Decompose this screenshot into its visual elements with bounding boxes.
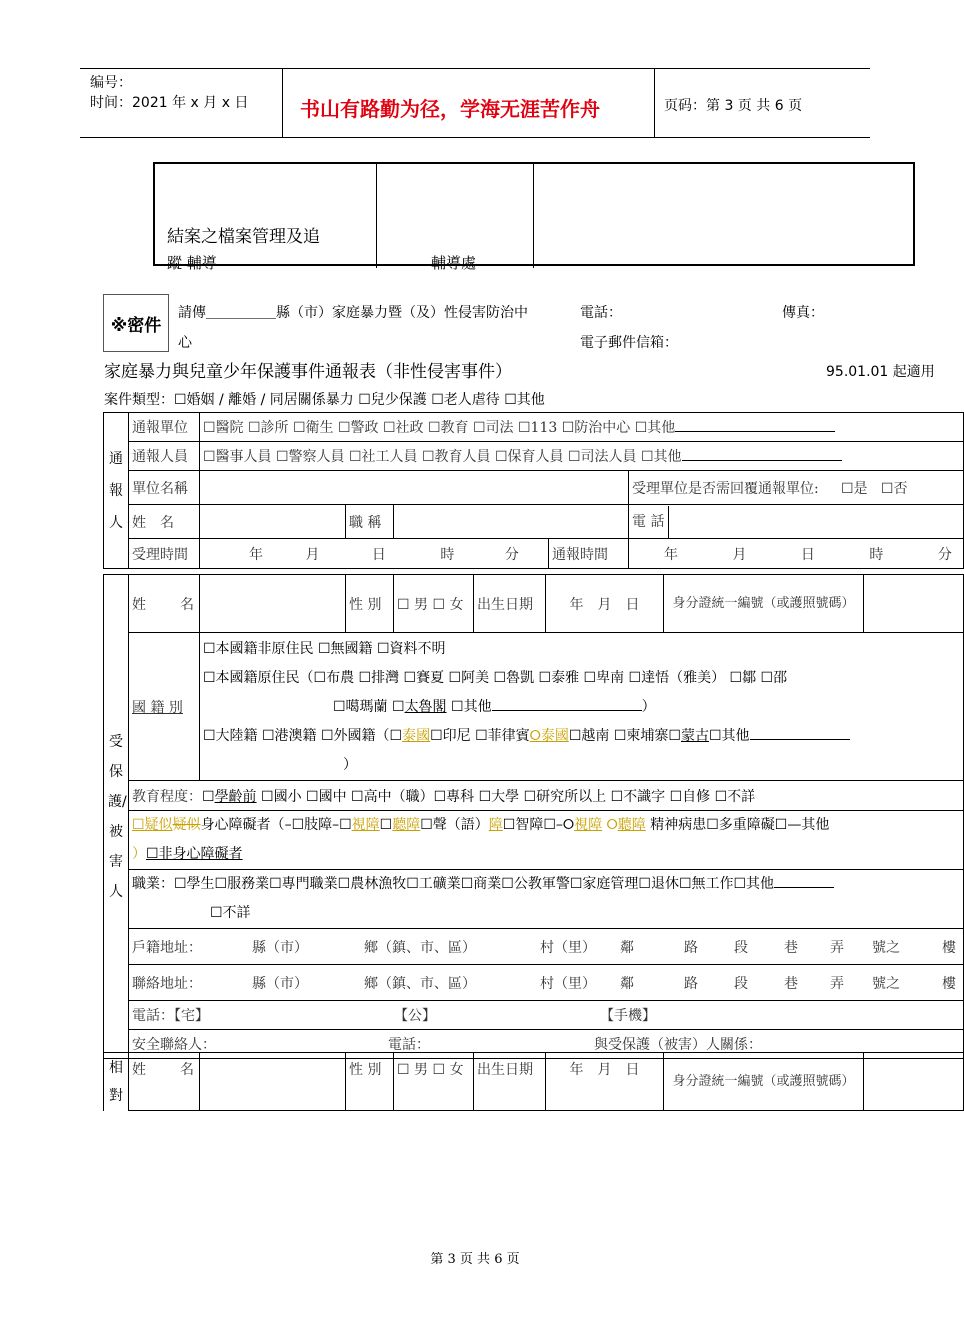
case-type: 案件類型：☐婚姻 / 離婚 / 同居關係暴力 ☐兒少保護 ☐老人虐待 ☐其他 [104,392,545,408]
victim-birth-label: 出生日期 [474,575,546,633]
reporter-title-field[interactable] [394,505,629,539]
person-options[interactable] [200,442,964,471]
victim-name-field[interactable] [200,575,346,633]
column-divider [376,164,377,268]
column-divider [533,164,534,268]
education-row[interactable] [129,781,964,811]
household-address-row[interactable] [129,929,964,965]
safety-contact-label: 安全聯絡人： [132,1037,216,1053]
form-title: 家庭暴力與兒童少年保護事件通報表（非性侵害事件） [104,362,512,382]
report-year: 年 [664,546,678,563]
addr-neighborhood: 鄰 [620,975,634,992]
nationality-label: 國 籍 別 [129,633,200,781]
contact-address-label: 聯絡地址： [132,975,202,992]
case-closure-table [153,162,915,272]
accept-time-field[interactable] [200,539,549,569]
disability-visual: 視障 [351,817,380,833]
addr-lane: 巷 [784,975,798,992]
disability-close: ） [132,846,146,862]
other-party-section-text: 相對 [109,1059,123,1104]
education-preschool: 學齡前 [214,788,257,805]
closure-label-2: 蹤 輔導 [167,254,217,272]
addr-number: 號之 [872,975,900,992]
accept-minute: 分 [504,546,519,563]
addr-alley: 弄 [830,975,844,992]
disability-hearing-2: 聽障 [617,817,646,833]
safety-phone-label: 電話： [388,1037,430,1053]
addr-floor: 樓 [942,939,956,956]
reporter-name-field[interactable] [200,505,346,539]
motto: 书山有路勤为径，学海无涯苦作舟 [300,97,600,121]
unit-name-label: 單位名稱 [129,471,200,505]
other-unit-blank[interactable] [675,431,835,432]
victim-name-label: 姓 名 [129,575,200,633]
fax-label: 傳真： [782,305,824,321]
addr-section: 段 [734,975,748,992]
disability-text: 身心障礙者（ [200,817,285,833]
safety-relation-label: 與受保護（被害）人關係： [594,1037,762,1053]
other-sex-options[interactable]: ☐ 男 ☐ 女 [394,1053,474,1111]
addr-number: 號之 [872,939,900,956]
occupation-unknown[interactable]: ☐不詳 [210,905,251,921]
occupation-row[interactable] [129,870,964,929]
disability-line-1[interactable] [132,811,960,840]
addr-township: 鄉（鎮、市、區） [364,939,476,956]
accept-day: 日 [371,546,386,563]
disability-suspected: ☐疑似 [132,817,173,833]
disability-hearing: 聽障 [392,817,421,833]
nat-thailand: 泰國 [402,728,431,744]
reporter-title-label: 職 稱 [346,505,394,539]
phone-label: 電話： [580,305,622,321]
addr-village: 村（里） [540,939,596,956]
addr-neighborhood: 鄰 [620,939,634,956]
counseling-office: 輔導處 [431,254,477,272]
nationality-options[interactable] [200,633,964,781]
effective-date: 95.01.01 起適用 [826,364,935,380]
reporter-phone-cell[interactable] [629,505,964,539]
email-label: 電子郵件信箱： [580,335,678,351]
time-label: 时间：2021 年 x 月 x 日 [90,95,249,111]
disability-circle: ⭘ [602,817,618,833]
other-birth-field[interactable]: 年 月 日 [546,1053,664,1111]
code-label: 编号： [90,75,132,91]
addr-lane: 巷 [784,939,798,956]
report-minute: 分 [937,546,952,563]
header-meta [90,73,248,113]
education-options: ☐國小 ☐國中 ☐高中（職）☐專科 ☐大學 ☐研究所以上 ☐不識字 ☐自修 ☐不詳 [256,788,756,805]
disability-speech-suffix: 障 [488,817,503,833]
nationality-line-5: ） [343,757,357,773]
nationality-line-2[interactable]: ☐本國籍原住民（☐布農 ☐排灣 ☐賽夏 ☐阿美 ☐魯凱 ☐泰雅 ☐卑南 ☐達悟（雅美） ☐鄒 ☐邵 [203,670,788,686]
nat-foreign-other: ☐其他 [708,728,750,744]
confidential-badge: ※密件 [103,294,169,352]
victim-id-label: 身分證統一編號（或護照號碼） [664,575,864,633]
occupation-line[interactable] [132,870,960,899]
victim-birth-field[interactable]: 年 月 日 [546,575,664,633]
closure-label: 結案之檔案管理及追 [167,227,320,247]
nat-thailand-2: ⭘泰國 [529,728,569,744]
disability-limb: –☐肢障–☐ [284,817,352,833]
unit-label: 通報單位 [129,413,200,442]
victim-id-field[interactable] [864,575,964,633]
occupation-options: 職業：☐學生☐服務業☐專門職業☐農林漁牧☐工礦業☐商業☐公教軍警☐家庭管理☐退休☐無工作☐其他 [132,876,775,892]
disability-line-2[interactable] [132,840,960,869]
disability-speech: ☐聲（語） [420,817,489,833]
report-month: 月 [732,546,747,563]
victim-table [103,574,964,1059]
addr-floor: 樓 [942,975,956,992]
send-to-line: 請傳＿＿＿＿＿縣（市）家庭暴力暨（及）性侵害防治中 [178,305,528,321]
phone-mobile-label: 【手機】 [600,1008,656,1024]
reply-question-text: 受理單位是否需回覆通報單位: [632,480,819,497]
unit-options-text: ☐醫院 ☐診所 ☐衛生 ☐警政 ☐社政 ☐教育 ☐司法 ☐113 ☐防治中心 ☐其他 [203,420,676,436]
reply-no-checkbox[interactable]: ☐否 [880,480,908,497]
nat-close: ） [641,699,656,715]
nat-other-blank[interactable] [492,710,642,711]
reply-yes-checkbox[interactable]: ☐是 [840,480,868,497]
person-label: 通報人員 [129,442,200,471]
reporter-table [103,412,964,569]
addr-section: 段 [734,939,748,956]
other-birth-label: 出生日期 [474,1053,546,1111]
nat-kavalan: ☐噶瑪蘭 ☐ [333,699,405,715]
addr-village: 村（里） [540,975,596,992]
nat-indonesia-philippines: ☐印尼 ☐菲律賓 [430,728,530,744]
other-name-label: 姓 名 [129,1053,200,1111]
other-party-table [103,1052,964,1111]
education-box: ☐ [202,788,215,805]
reporter-section-label: 通報人 [104,413,129,569]
education-label: 教育程度： [132,788,202,805]
victim-phone-row[interactable] [129,1001,964,1030]
page-footer: 第 3 页 共 6 页 [430,1252,520,1267]
unit-options[interactable] [200,413,964,442]
accept-time-label: 受理時間 [129,539,200,569]
accept-hour: 時 [440,546,455,563]
other-sex-label: 性 別 [346,1053,394,1111]
other-id-field[interactable] [864,1053,964,1111]
nat-vietnam-cambodia: ☐越南 ☐柬埔寨☐ [568,728,681,744]
addr-township: 鄉（鎮、市、區） [364,975,476,992]
nat-foreign: ☐大陸籍 ☐港澳籍 ☐外國籍（☐ [203,728,403,744]
victim-sex-options[interactable]: ☐ 男 ☐ 女 [394,575,474,633]
non-disabled-checkbox[interactable]: ☐非身心障礙者 [146,846,243,862]
send-to-line-tail: 心 [178,335,192,351]
report-hour: 時 [869,546,884,563]
page-header [80,68,870,138]
disability-intellectual: ☐智障☐–⭘ [502,817,575,833]
disability-suspected-strike: 疑似 [172,817,201,833]
other-name-field[interactable] [200,1053,346,1111]
report-time-label: 通報時間 [549,539,629,569]
addr-county: 縣（市） [252,939,308,956]
victim-section-text: 受保護/被害人 [108,733,127,900]
nat-other: ☐其他 [446,699,492,715]
nat-taroko: 太魯閣 [404,699,447,715]
nationality-line-4[interactable] [203,722,960,751]
unit-name-field[interactable] [200,471,629,505]
disability-row[interactable] [129,811,964,870]
page-info: 页码：第 3 页 共 6 页 [664,98,803,114]
header-divider [654,69,655,137]
reply-question[interactable] [629,471,964,505]
nationality-line-3[interactable] [203,693,960,722]
report-day: 日 [800,546,815,563]
addr-road: 路 [684,939,698,956]
reporter-phone-label: 電 話 [629,506,669,538]
other-party-section-label [104,1053,129,1111]
report-time-field[interactable] [629,539,964,569]
contact-address-row[interactable] [129,965,964,1001]
victim-sex-label: 性 別 [346,575,394,633]
addr-alley: 弄 [830,939,844,956]
accept-year: 年 [249,546,263,563]
person-options-text: ☐醫事人員 ☐警察人員 ☐社工人員 ☐教育人員 ☐保育人員 ☐司法人員 ☐其他 [203,449,682,465]
phone-office-label: 【公】 [394,1008,436,1024]
disability-box: ☐ [379,817,393,833]
header-divider [282,69,283,137]
disability-visual-2: 視障 [574,817,603,833]
victim-section-label [104,575,129,1059]
accept-month: 月 [305,546,320,563]
nationality-line-1[interactable]: ☐本國籍非原住民 ☐無國籍 ☐資料不明 [203,641,446,657]
nat-mongolia: 蒙古 [680,728,709,744]
nat-foreign-other-blank[interactable] [750,739,850,740]
household-address-label: 戶籍地址： [132,939,202,956]
addr-county: 縣（市） [252,975,308,992]
disability-mental-multiple: 精神病患☐多重障礙☐—其他 [645,817,830,833]
phone-home-label: 電話：【宅】 [132,1008,209,1024]
occupation-other-blank[interactable] [774,887,834,888]
other-id-label: 身分證統一編號（或護照號碼） [664,1053,864,1111]
reporter-name-label: 姓 名 [129,505,200,539]
other-person-blank[interactable] [682,460,842,461]
addr-road: 路 [684,975,698,992]
